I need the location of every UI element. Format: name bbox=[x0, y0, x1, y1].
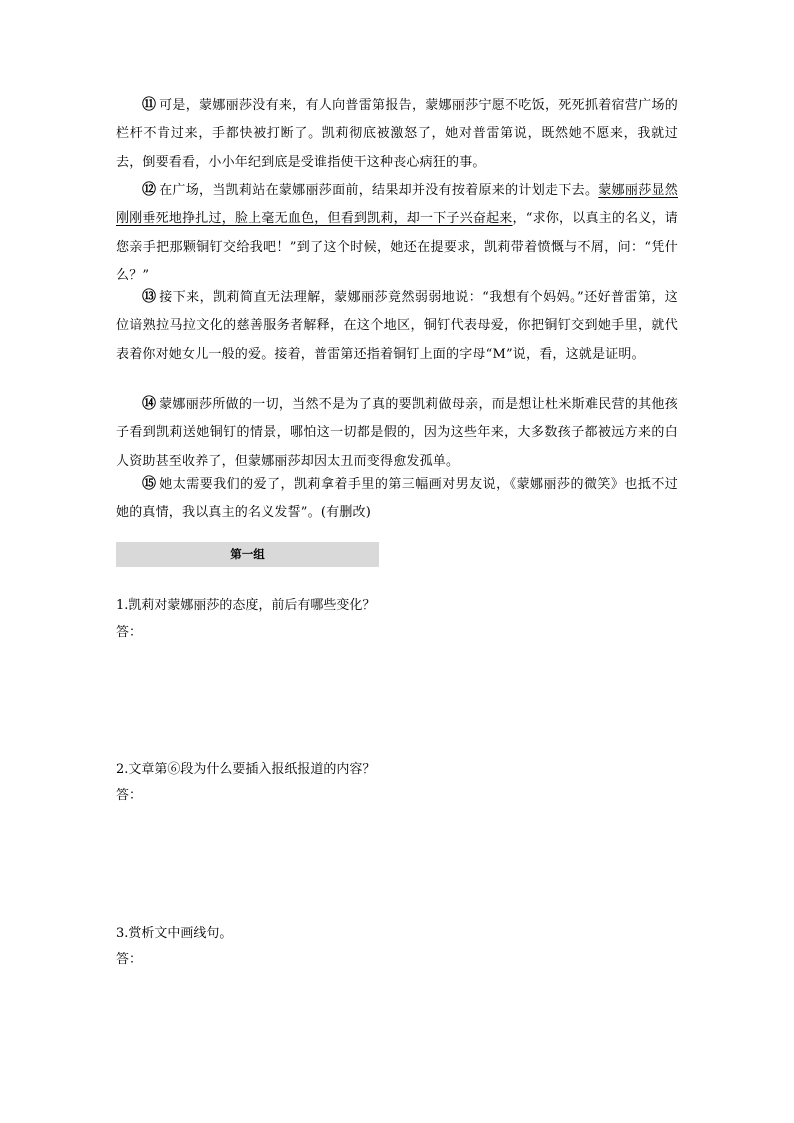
answer-label-3: 答： bbox=[116, 952, 143, 967]
paragraph-text: 在广场，当凯莉站在蒙娜丽莎面前，结果却并没有按着原来的计划走下去。 bbox=[159, 183, 599, 198]
paragraph-15 bbox=[116, 470, 678, 528]
paragraph-14 bbox=[116, 390, 678, 476]
group-header: 第一组 bbox=[116, 542, 379, 567]
underlined-sentence: 蒙娜丽莎显然刚刚垂死地挣扎过，脸上毫无血色，但看到凯莉，却一下子兴奋起来 bbox=[116, 183, 679, 227]
paragraph-number: ⑪ bbox=[142, 97, 157, 113]
paragraph-text: 接下来，凯莉简直无法理解，蒙娜丽莎竟然弱弱地说：“我想有个妈妈。”还好普雷第，这位谙熟拉马拉文化的慈善服务者解释，在这个地区，铜钉代表母爱，你把铜钉交到她手里，就代表着你对她女儿一般的爱。接着，普雷第还指着铜钉上面的字母“M”说，看，这就是证明。 bbox=[116, 290, 678, 362]
paragraph-text: 她太需要我们的爱了，凯莉拿着手里的第三幅画对男友说，《蒙娜丽莎的微笑》也抵不过她的真情，我以真主的名义发誓”。(有删改) bbox=[116, 477, 678, 521]
question-2: 2.文章第⑥段为什么要插入报纸报道的内容？ bbox=[116, 762, 376, 777]
paragraph-text: 蒙娜丽莎所做的一切，当然不是为了真的要凯莉做母亲，而是想让杜米斯难民营的其他孩子看到凯莉送她铜钉的情景，哪怕这一切都是假的，因为这些年来，大多数孩子都被远方来的白人资助甚至收养了，但蒙娜丽莎却因太丑而变得愈发孤单。 bbox=[116, 397, 678, 469]
question-3: 3.赏析文中画线句。 bbox=[116, 926, 233, 941]
paragraph-number: ⑮ bbox=[142, 476, 157, 492]
paragraph-number: ⑬ bbox=[142, 289, 157, 305]
answer-label-1: 答： bbox=[116, 625, 143, 640]
paragraph-12 bbox=[116, 176, 678, 290]
paragraph-number: ⑭ bbox=[142, 396, 157, 412]
paragraph-text: ，“求你，以真主的名义，请您亲手把那颗铜钉交给我吧！”到了这个时候，她还在提要求，凯莉带着愤慨与不屑，问：“凭什么？” bbox=[116, 211, 678, 283]
paragraph-number: ⑫ bbox=[142, 182, 157, 198]
question-1: 1.凯莉对蒙娜丽莎的态度，前后有哪些变化？ bbox=[116, 598, 376, 613]
paragraph-text: 可是，蒙娜丽莎没有来，有人向普雷第报告，蒙娜丽莎宁愿不吃饭，死死抓着宿营广场的栏杆不肯过来，手都快被打断了。凯莉彻底被激怒了，她对普雷第说，既然她不愿来，我就过去，倒要看看，小小年纪到底是受谁指使干这种丧心病狂的事。 bbox=[116, 98, 678, 170]
paragraph-11 bbox=[116, 91, 678, 177]
answer-label-2: 答： bbox=[116, 788, 143, 803]
paragraph-13 bbox=[116, 283, 678, 369]
